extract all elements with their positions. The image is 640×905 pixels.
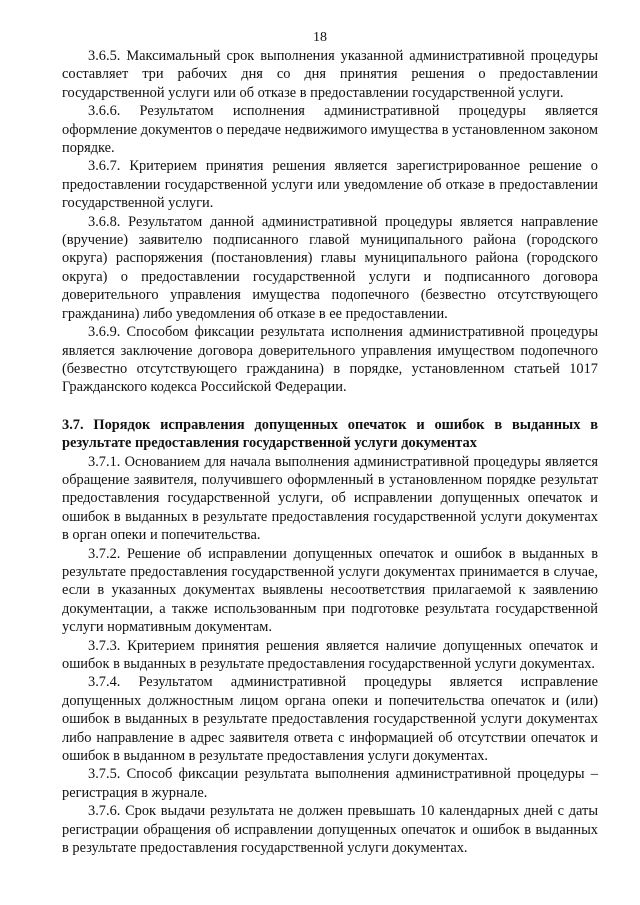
paragraph-3-6-7: 3.6.7. Критерием принятия решения является зарегистрированное решение о предоставлении государственной услуги или уведомление об отказе в предоставлении государственной услуги. — [62, 158, 598, 212]
page-number: 18 — [313, 30, 327, 45]
paragraph-3-7-2: 3.7.2. Решение об исправлении допущенных опечаток и ошибок в выданных в результате предоставления государственной услуги документах принимается в случае, если в указанных документах выявлены несоответствия прилагаемой к заявлению документации, а также использованным при подготовке результата государственной услуги нормативным документам. — [62, 545, 598, 636]
document-body — [62, 47, 598, 857]
paragraph-3-7-1: 3.7.1. Основанием для начала выполнения административной процедуры является обращение заявителя, получившего оформленный в установленном порядке результат предоставления государственной услуги, об исправлении допущенных опечаток и ошибок в выданных в результате предоставления государственной услуги документах в орган опеки и попечительства. — [62, 453, 598, 544]
paragraph-3-7-3: 3.7.3. Критерием принятия решения является наличие допущенных опечаток и ошибок в выданных в результате предоставления государственной услуги документах. — [62, 637, 598, 672]
paragraph-3-6-6: 3.6.6. Результатом исполнения административной процедуры является оформление документов о передаче недвижимого имущества в установленном законом порядке. — [62, 103, 598, 157]
section-heading-3-7: 3.7. Порядок исправления допущенных опечаток и ошибок в выданных в результате предоставления государственной услуги документах — [62, 416, 598, 452]
paragraph-3-7-6: 3.7.6. Срок выдачи результата не должен превышать 10 календарных дней с даты регистрации обращения об исправлении допущенных опечаток и ошибок в выданных в результате предоставления государственной услуги документах. — [62, 803, 598, 857]
paragraph-3-7-5: 3.7.5. Способ фиксации результата выполнения административной процедуры – регистрация в журнале. — [62, 766, 598, 801]
paragraph-3-6-8: 3.6.8. Результатом данной административной процедуры является направление (вручение) заявителю подписанного главой муниципального района (городского округа) распоряжения (постановления) главы муниципального района (городского округа) о предоставлении государственной услуги и подписанного договора доверительного управления имущества подопечного (безвестно отсутствующего гражданина) либо уведомления об отказе в ее предоставлении. — [62, 213, 598, 322]
paragraph-3-6-5: 3.6.5. Максимальный срок выполнения указанной административной процедуры составляет три рабочих дня со дня принятия решения о предоставлении государственной услуги или об отказе в предоставлении государственной услуги. — [62, 48, 598, 101]
paragraph-3-7-4: 3.7.4. Результатом административной процедуры является исправление допущенных должностным лицом органа опеки и попечительства опечаток и (или) ошибок в выданных в результате предоставления государственной услуги документах либо направление в адрес заявителя ответа с информацией об отсутствии опечаток и ошибок в выданном в результате предоставления услуги документах. — [62, 674, 598, 765]
paragraph-3-6-9: 3.6.9. Способом фиксации результата исполнения административной процедуры является заключение договора доверительного управления имуществом подопечного (безвестно отсутствующего гражданина) в порядке, установленном статьей 1017 Гражданского кодекса Российской Федерации. — [62, 324, 598, 396]
